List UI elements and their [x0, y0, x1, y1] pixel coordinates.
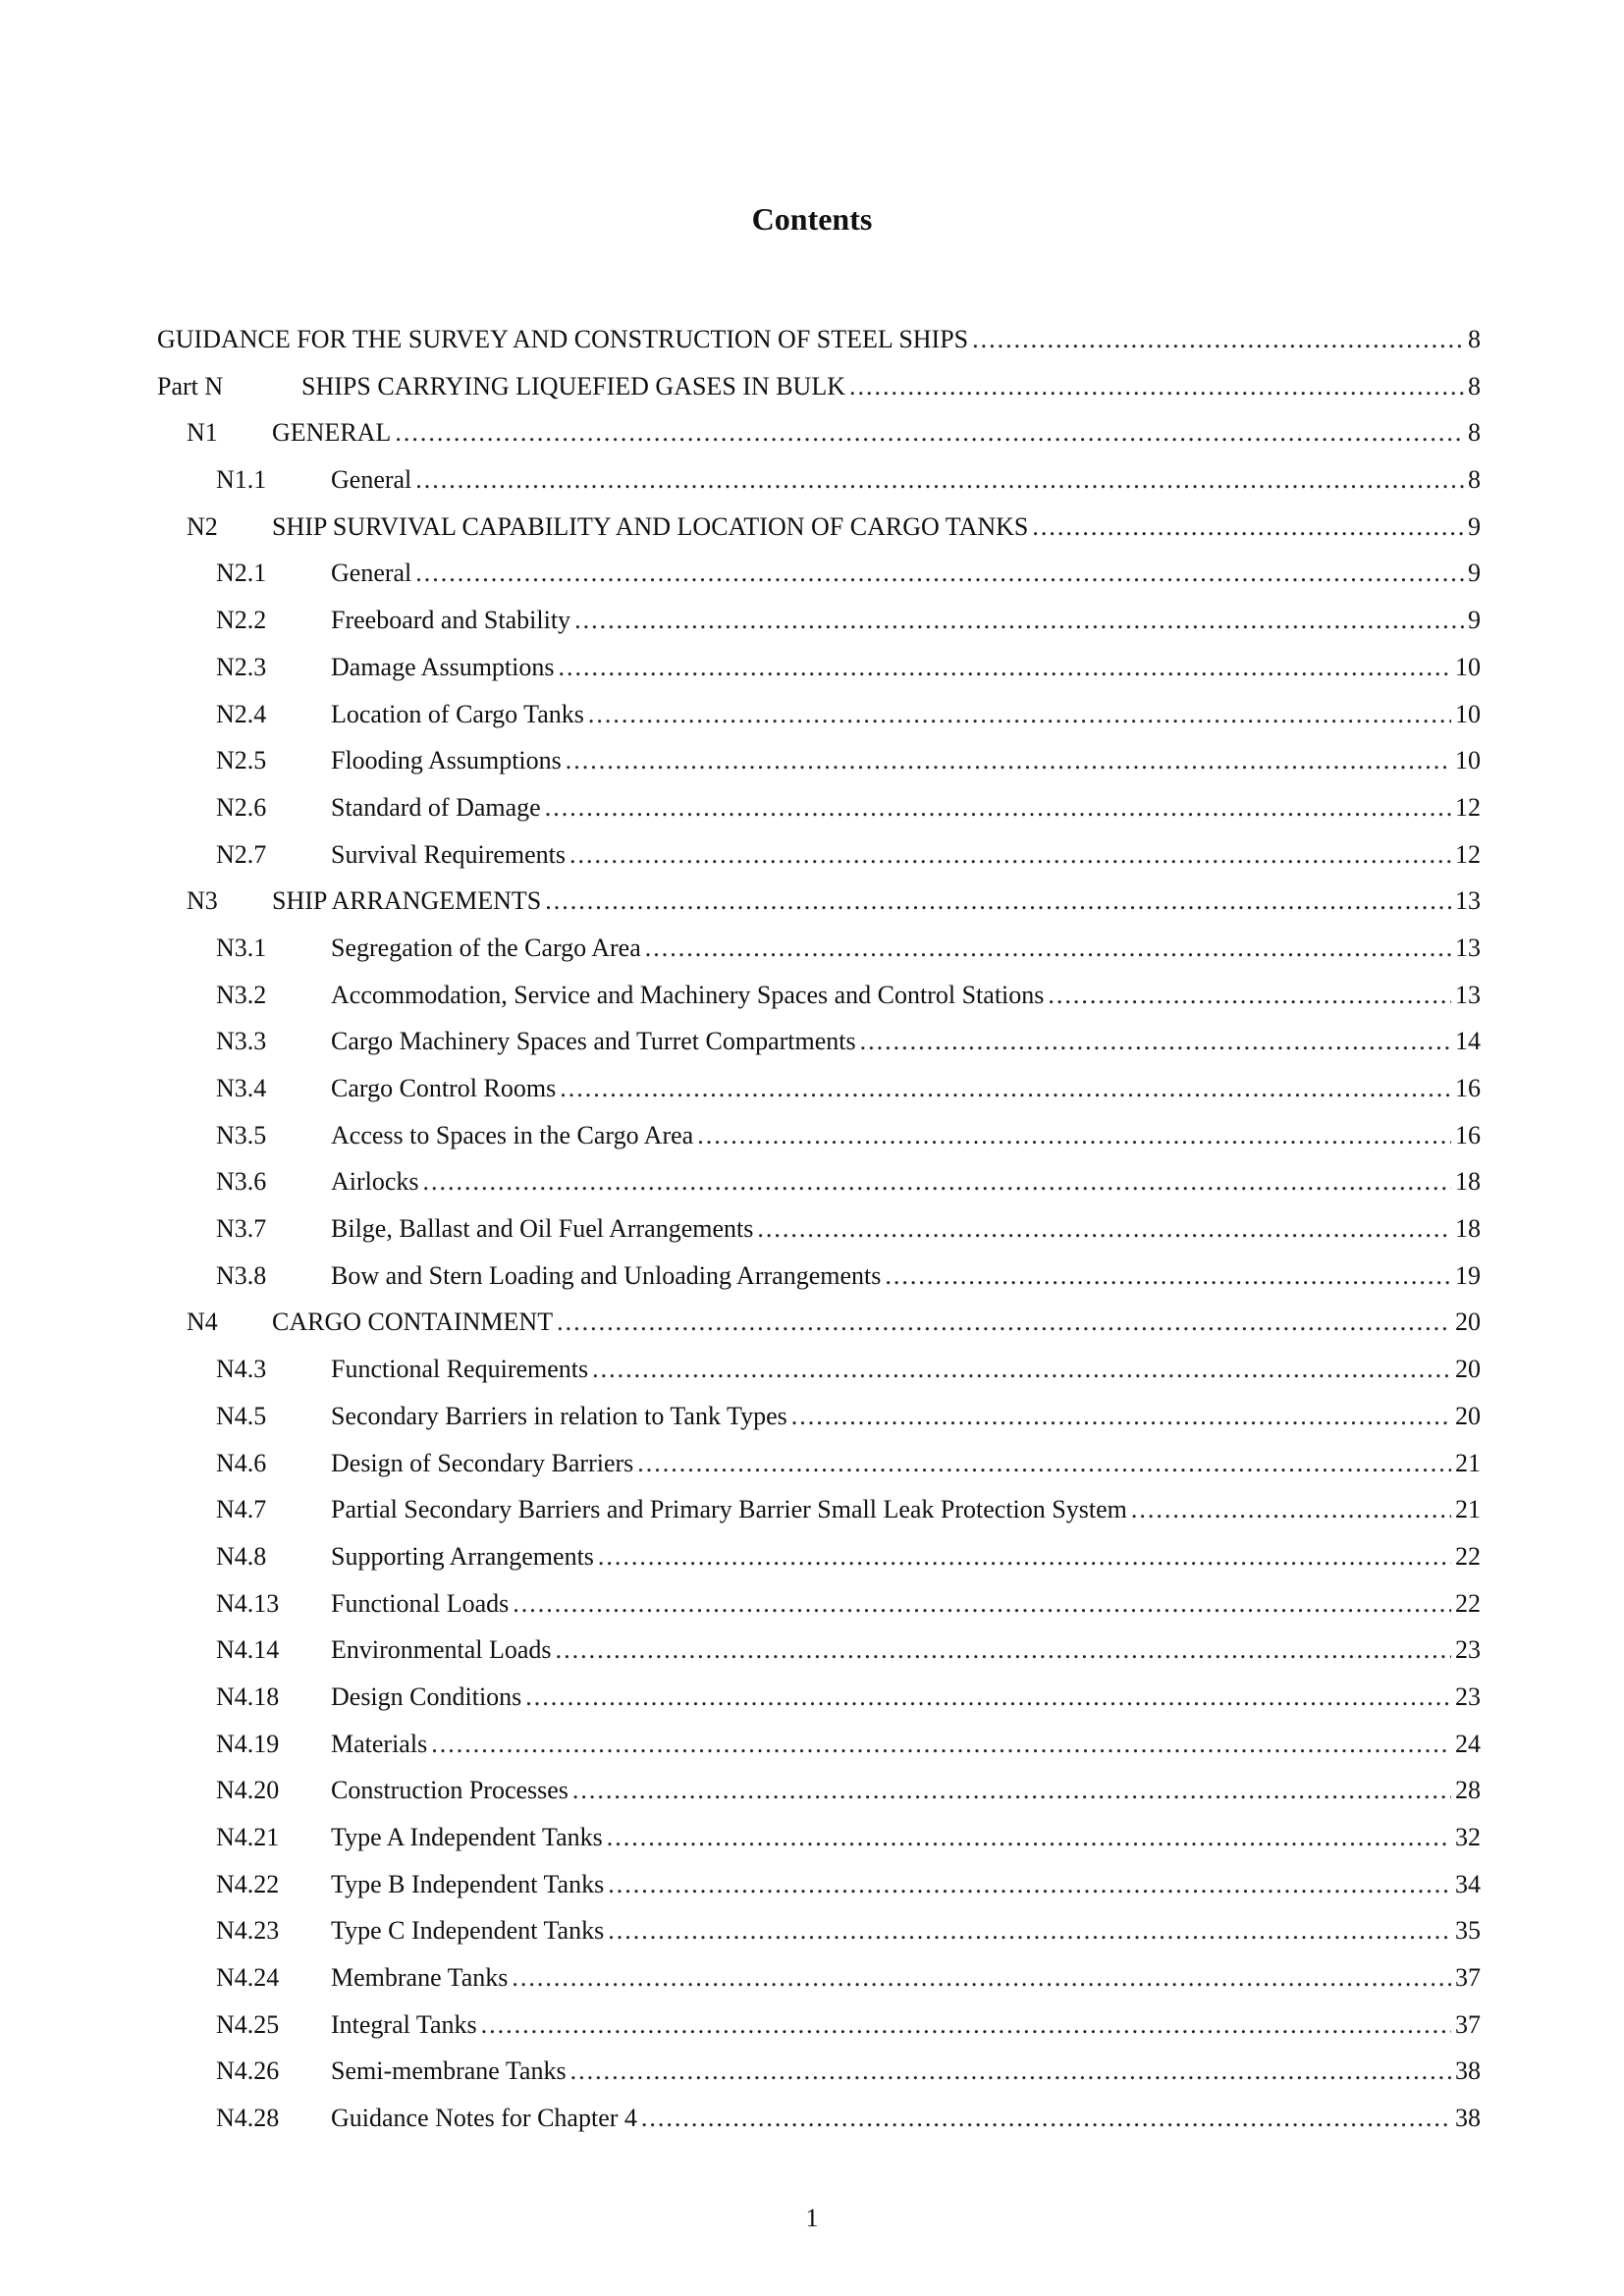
dot-leader [607, 1814, 1451, 1861]
toc-entry-page: 13 [1455, 886, 1481, 916]
dot-leader [525, 1674, 1451, 1721]
toc-entry-page: 21 [1455, 1448, 1481, 1477]
toc-entry-number: N4.24 [216, 1963, 280, 1993]
toc-entry-title: Flooding Assumptions [331, 746, 562, 775]
toc-entry-title: Materials [331, 1729, 428, 1758]
dot-leader [512, 1954, 1451, 2002]
toc-entry-number: N3.3 [216, 1027, 267, 1056]
toc-entry-page: 16 [1455, 1074, 1481, 1102]
toc-entry-title: Damage Assumptions [331, 652, 555, 681]
toc-entry-title: General [331, 559, 412, 588]
toc-entry[interactable] [157, 363, 1481, 410]
dot-leader [860, 1018, 1451, 1065]
dot-leader [592, 1346, 1451, 1393]
toc-entry-title: Design Conditions [331, 1682, 522, 1711]
toc-entry[interactable] [157, 1346, 1481, 1393]
dot-leader [556, 1627, 1451, 1674]
toc-entry[interactable] [157, 737, 1481, 784]
toc-entry-number: N2 [187, 511, 218, 541]
toc-entry-number: N3.4 [216, 1074, 267, 1102]
toc-entry-number: N4.13 [216, 1588, 280, 1618]
toc-entry-page: 23 [1455, 1682, 1481, 1711]
toc-entry-page: 38 [1455, 2056, 1481, 2086]
toc-entry-page: 8 [1468, 418, 1481, 448]
toc-entry[interactable] [157, 1158, 1481, 1205]
toc-entry[interactable] [157, 1907, 1481, 1954]
toc-entry-page: 10 [1455, 746, 1481, 775]
toc-entry-number: N4.20 [216, 1776, 280, 1805]
toc-entry-title: Construction Processes [331, 1776, 568, 1805]
toc-entry-page: 8 [1468, 465, 1481, 495]
dot-leader [415, 456, 1464, 504]
toc-entry[interactable] [157, 2095, 1481, 2142]
page-number: 1 [805, 2204, 819, 2232]
toc-entry[interactable] [157, 597, 1481, 644]
toc-entry-page: 18 [1455, 1214, 1481, 1244]
toc-entry[interactable] [157, 1580, 1481, 1628]
dot-leader [791, 1393, 1451, 1440]
toc-entry-title: Functional Loads [331, 1588, 510, 1618]
dot-leader [645, 925, 1451, 972]
toc-entry-title: Survival Requirements [331, 839, 567, 869]
toc-entry-title: Bow and Stern Loading and Unloading Arrangements [331, 1260, 882, 1290]
toc-entry[interactable] [157, 1065, 1481, 1112]
toc-entry-title: Bilge, Ballast and Oil Fuel Arrangements [331, 1214, 754, 1244]
toc-entry[interactable] [157, 784, 1481, 831]
toc-entry[interactable] [157, 1627, 1481, 1674]
toc-entry[interactable] [157, 972, 1481, 1019]
toc-entry-page: 18 [1455, 1167, 1481, 1197]
dot-leader [545, 878, 1451, 925]
toc-entry[interactable] [157, 1112, 1481, 1159]
toc-entry-page: 32 [1455, 1823, 1481, 1851]
toc-entry-number: N4.22 [216, 1869, 280, 1898]
dot-leader [566, 737, 1451, 784]
toc-entry[interactable] [157, 2048, 1481, 2095]
toc-entry-page: 38 [1455, 2104, 1481, 2133]
toc-entry-number: N2.6 [216, 792, 267, 822]
toc-entry-number: N2.3 [216, 652, 267, 681]
toc-entry[interactable] [157, 691, 1481, 738]
toc-entry-page: 19 [1455, 1260, 1481, 1290]
toc-entry-page: 21 [1455, 1495, 1481, 1524]
toc-entry[interactable] [157, 1767, 1481, 1814]
toc-entry-page: 20 [1455, 1308, 1481, 1337]
dot-leader [849, 363, 1464, 410]
toc-entry[interactable] [157, 1674, 1481, 1721]
toc-entry[interactable] [157, 1393, 1481, 1440]
dot-leader [513, 1580, 1451, 1628]
dot-leader [697, 1112, 1451, 1159]
toc-entry-page: 24 [1455, 1729, 1481, 1758]
toc-entry-title: GENERAL [272, 418, 392, 448]
toc-entry-title: Access to Spaces in the Cargo Area [331, 1120, 694, 1149]
toc-entry-number: N2.7 [216, 839, 267, 869]
toc-entry-page: 16 [1455, 1120, 1481, 1149]
toc-entry-page: 28 [1455, 1776, 1481, 1805]
toc-entry[interactable] [157, 1440, 1481, 1487]
toc-entry[interactable] [157, 550, 1481, 597]
toc-entry-title: General [331, 465, 412, 495]
dot-leader [598, 1533, 1451, 1580]
toc-entry[interactable] [157, 1814, 1481, 1861]
toc-entry-title: Accommodation, Service and Machinery Spaces and Control Stations [331, 980, 1045, 1009]
toc-entry[interactable] [157, 1533, 1481, 1580]
toc-entry-number: N4.28 [216, 2104, 280, 2133]
toc-entry-page: 13 [1455, 933, 1481, 962]
toc-entry-number: N4.19 [216, 1729, 280, 1758]
toc-entry-title: CARGO CONTAINMENT [272, 1308, 554, 1337]
toc-entry-title: Location of Cargo Tanks [331, 699, 584, 728]
dot-leader [431, 1721, 1451, 1768]
toc-entry-title: SHIP SURVIVAL CAPABILITY AND LOCATION OF CARGO TANKS [272, 511, 1029, 541]
toc-entry-number: N4.5 [216, 1401, 267, 1430]
toc-entry-number: N3.5 [216, 1120, 267, 1149]
toc-entry-title: Type B Independent Tanks [331, 1869, 605, 1898]
toc-entry-number: N4 [187, 1308, 218, 1337]
toc-entry-number: N1 [187, 418, 218, 448]
toc-entry-number: N4.26 [216, 2056, 280, 2086]
toc-entry-title: Integral Tanks [331, 2009, 477, 2039]
toc-entry-page: 37 [1455, 1963, 1481, 1993]
dot-leader [608, 1907, 1451, 1954]
toc-entry[interactable] [157, 878, 1481, 925]
toc-entry-title: Cargo Control Rooms [331, 1074, 557, 1102]
toc-entry-number: N4.6 [216, 1448, 267, 1477]
toc-entry-page: 12 [1455, 839, 1481, 869]
table-of-contents [157, 316, 1481, 2142]
toc-entry-page: 12 [1455, 792, 1481, 822]
toc-entry-number: N4.18 [216, 1682, 280, 1711]
toc-entry-title: Segregation of the Cargo Area [331, 933, 641, 962]
toc-entry-number: N4.25 [216, 2009, 280, 2039]
toc-entry-number: N4.21 [216, 1823, 280, 1851]
toc-entry-number: N4.23 [216, 1916, 280, 1946]
toc-entry-page: 20 [1455, 1401, 1481, 1430]
toc-entry-page: 9 [1468, 606, 1481, 635]
toc-entry-title: Freeboard and Stability [331, 606, 571, 635]
dot-leader [572, 1767, 1451, 1814]
toc-entry[interactable] [157, 1721, 1481, 1768]
dot-leader [481, 2002, 1451, 2049]
toc-entry-title: Partial Secondary Barriers and Primary Barrier Small Leak Protection System [331, 1495, 1127, 1524]
toc-entry[interactable] [157, 1299, 1481, 1346]
toc-entry-title: Type A Independent Tanks [331, 1823, 603, 1851]
toc-entry-number: N4.7 [216, 1495, 267, 1524]
dot-leader [1032, 504, 1464, 551]
toc-entry-title: Functional Requirements [331, 1355, 589, 1384]
toc-entry-number: N2.1 [216, 559, 267, 588]
toc-entry-number: N3 [187, 886, 218, 916]
toc-entry[interactable] [157, 409, 1481, 456]
toc-entry-title: Design of Secondary Barriers [331, 1448, 634, 1477]
toc-entry-number: N3.1 [216, 933, 267, 962]
dot-leader [570, 2048, 1451, 2095]
toc-entry-title: Airlocks [331, 1167, 419, 1197]
toc-entry-page: 13 [1455, 980, 1481, 1009]
dot-leader [1048, 972, 1451, 1019]
toc-entry-title: Membrane Tanks [331, 1963, 509, 1993]
toc-entry-page: 8 [1468, 325, 1481, 353]
toc-entry[interactable] [157, 831, 1481, 879]
toc-entry-page: 34 [1455, 1869, 1481, 1898]
toc-entry-page: 14 [1455, 1027, 1481, 1056]
toc-entry-page: 10 [1455, 699, 1481, 728]
toc-entry-title: Environmental Loads [331, 1635, 552, 1665]
toc-entry-number: N2.5 [216, 746, 267, 775]
toc-entry[interactable] [157, 1205, 1481, 1253]
dot-leader [608, 1861, 1451, 1908]
dot-leader [557, 1299, 1451, 1346]
toc-entry-number: N3.8 [216, 1260, 267, 1290]
dot-leader [560, 1065, 1451, 1112]
toc-entry-page: 23 [1455, 1635, 1481, 1665]
dot-leader [569, 831, 1451, 879]
toc-entry-title: Standard of Damage [331, 792, 541, 822]
toc-entry-page: 8 [1468, 371, 1481, 400]
toc-entry-page: 37 [1455, 2009, 1481, 2039]
toc-entry-title: Type C Independent Tanks [331, 1916, 605, 1946]
toc-entry-title: Guidance Notes for Chapter 4 [331, 2104, 637, 2133]
toc-entry-title: Semi-membrane Tanks [331, 2056, 567, 2086]
toc-entry[interactable] [157, 2002, 1481, 2049]
toc-entry-number: N4.8 [216, 1541, 267, 1571]
toc-entry[interactable] [157, 925, 1481, 972]
toc-entry-title: Secondary Barriers in relation to Tank Types [331, 1401, 787, 1430]
dot-leader [637, 1440, 1451, 1487]
dot-leader [395, 409, 1464, 456]
toc-entry[interactable] [157, 1253, 1481, 1300]
dot-leader [757, 1205, 1451, 1253]
toc-entry-page: 35 [1455, 1916, 1481, 1946]
dot-leader [588, 691, 1451, 738]
toc-entry-number: N2.4 [216, 699, 267, 728]
toc-entry-number: N4.3 [216, 1355, 267, 1384]
dot-leader [423, 1158, 1451, 1205]
toc-entry-number: N3.2 [216, 980, 267, 1009]
toc-entry-number: N2.2 [216, 606, 267, 635]
toc-entry-page: 10 [1455, 652, 1481, 681]
toc-entry[interactable] [157, 1954, 1481, 2002]
toc-entry-number: N3.6 [216, 1167, 267, 1197]
toc-entry-title: Supporting Arrangements [331, 1541, 594, 1571]
toc-entry-number: N3.7 [216, 1214, 267, 1244]
toc-entry-page: 22 [1455, 1588, 1481, 1618]
dot-leader [415, 550, 1464, 597]
dot-leader [972, 316, 1464, 363]
toc-entry[interactable] [157, 644, 1481, 691]
toc-entry[interactable] [157, 504, 1481, 551]
toc-entry-number: N4.14 [216, 1635, 280, 1665]
toc-entry-page: 20 [1455, 1355, 1481, 1384]
toc-entry-page: 9 [1468, 559, 1481, 588]
toc-entry-title: Cargo Machinery Spaces and Turret Compartments [331, 1027, 856, 1056]
toc-entry[interactable] [157, 1018, 1481, 1065]
dot-leader [574, 597, 1464, 644]
dot-leader [559, 644, 1452, 691]
toc-entry-title: GUIDANCE FOR THE SURVEY AND CONSTRUCTION OF STEEL SHIPS [157, 325, 969, 353]
toc-entry-page: 9 [1468, 511, 1481, 541]
dot-leader [545, 784, 1451, 831]
toc-entry[interactable] [157, 1486, 1481, 1533]
dot-leader [641, 2095, 1451, 2142]
dot-leader [885, 1253, 1451, 1300]
toc-entry-number: Part N [157, 371, 224, 400]
toc-entry[interactable] [157, 316, 1481, 363]
toc-entry-title: SHIP ARRANGEMENTS [272, 886, 542, 916]
toc-entry[interactable] [157, 1861, 1481, 1908]
dot-leader [1131, 1486, 1451, 1533]
toc-entry[interactable] [157, 456, 1481, 504]
page-title: Contents [751, 201, 873, 237]
toc-entry-number: N1.1 [216, 465, 267, 495]
toc-entry-page: 22 [1455, 1541, 1481, 1571]
toc-entry-title: SHIPS CARRYING LIQUEFIED GASES IN BULK [301, 371, 845, 400]
